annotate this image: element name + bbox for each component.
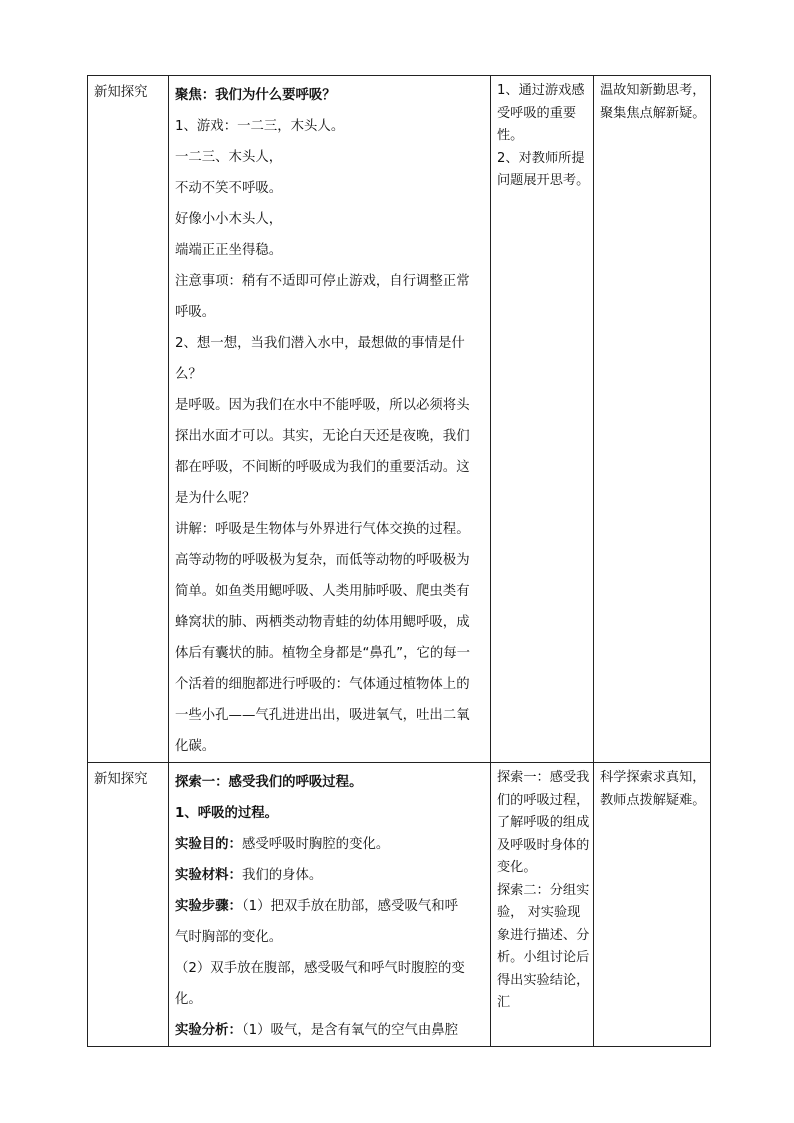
content-line-text: 好像小小木头人， [175,212,283,227]
table-row [88,763,711,1047]
content-line [175,860,485,891]
content-line [175,984,485,1015]
content-line [175,798,485,829]
content-line-text: 感受呼吸时胸腔的变化。 [241,837,390,852]
student-activity-item: 1、通过游戏感受呼吸的重要性。 [497,83,585,143]
content-line [175,266,485,297]
content-line [175,142,485,173]
design-intent-cell [594,76,711,763]
content-line-text: 是为什么呢？ [175,491,256,506]
content-line-text: 探索一：感受我们的呼吸过程。 [175,775,363,790]
content-line [175,767,485,798]
content-line [175,235,485,266]
content-line-text: 是呼吸。因为我们在水中不能呼吸，所以必须将头 [175,398,470,413]
content-line-label: 实验步骤： [175,899,242,914]
content-line-text: 简单。如鱼类用鳃呼吸、人类用肺呼吸、爬虫类有 [175,584,470,599]
content-line-text: 高等动物的呼吸极为复杂，而低等动物的呼吸极为 [175,553,470,568]
stage-cell [88,763,169,1047]
content-line-text: 一些小孔——气孔进进出出，吸进氧气，吐出二氧 [175,708,470,723]
stage-label: 新知探究 [94,85,148,100]
content-line [175,390,485,421]
content-line [175,607,485,638]
content-line [175,514,485,545]
content-line-text: 一二三、木头人， [175,150,283,165]
content-line [175,953,485,984]
teacher-activity-content [169,76,490,762]
content-line-label: 实验目的： [175,837,242,852]
stage-cell [88,76,169,763]
content-line-text: 聚焦：我们为什么要呼吸？ [175,88,336,103]
content-line [175,483,485,514]
content-line-label: 实验材料： [175,868,242,883]
content-line [175,1015,485,1046]
content-line [175,891,485,922]
stage-label: 新知探究 [94,772,148,787]
student-activity-content [491,763,593,1015]
content-line-text: 注意事项：稍有不适即可停止游戏，自行调整正常 [175,274,470,289]
content-line-text: 气时胸部的变化。 [175,930,283,945]
lesson-plan-table [87,75,711,1047]
content-line-text: 2、想一想，当我们潜入水中，最想做的事情是什 [175,336,465,351]
content-line-text: 我们的身体。 [241,868,323,883]
content-line-text: （1）吸气，是含有氧气的空气由鼻腔 [241,1023,459,1038]
design-intent-text: 科学探索求真知，教师点拨解疑难。 [600,770,706,808]
table-row [88,76,711,763]
content-line-text: 1、呼吸的过程。 [175,806,279,821]
teacher-activity-cell [169,763,491,1047]
content-line-text: 蜂窝状的肺、两栖类动物青蛙的幼体用鳃呼吸，成 [175,615,470,630]
student-activity-cell [491,763,594,1047]
content-line [175,421,485,452]
content-line-text: 都在呼吸，不间断的呼吸成为我们的重要活动。这 [175,460,470,475]
content-line-text: 端端正正坐得稳。 [175,243,283,258]
content-line-label: 实验分析： [175,1023,242,1038]
content-line [175,700,485,731]
content-line [175,173,485,204]
content-line-text: 化碳。 [175,739,216,754]
content-line-text: 个活着的细胞都进行呼吸的：气体通过植物体上的 [175,677,470,692]
teacher-activity-content [169,763,490,1046]
content-line-text: 1、游戏：一二三，木头人。 [175,119,345,134]
content-line [175,576,485,607]
student-activity-content [491,76,593,193]
content-line [175,669,485,700]
content-line-text: 讲解：呼吸是生物体与外界进行气体交换的过程。 [175,522,470,537]
student-activity-cell [491,76,594,763]
content-line [175,731,485,762]
student-activity-item: 探索二：分组实验， 对实验现象进行描述、分析。小组讨论后得出实验结论，汇 [497,882,590,1010]
content-line [175,80,485,111]
content-line [175,204,485,235]
content-line-text: 探出水面才可以。其实，无论白天还是夜晚，我们 [175,429,470,444]
content-line-text: 化。 [175,992,202,1007]
design-intent-cell [594,763,711,1047]
content-line [175,829,485,860]
content-line-text: （1）把双手放在肋部，感受吸气和呼 [241,899,459,914]
content-line-text: （2）双手放在腹部，感受吸气和呼气时腹腔的变 [175,961,465,976]
content-line [175,111,485,142]
student-activity-item: 探索一：感受我们的呼吸过程，了解呼吸的组成及呼吸时身体的变化。 [497,770,590,875]
content-line-text: 不动不笑不呼吸。 [175,181,283,196]
content-line [175,297,485,328]
content-line-text: 体后有囊状的肺。植物全身都是“鼻孔”，它的每一 [175,646,471,661]
content-line [175,638,485,669]
student-activity-item: 2、对教师所提问题展开思考。 [497,150,590,188]
content-line [175,545,485,576]
content-line-text: 呼吸。 [175,305,216,320]
design-intent-text: 温故知新勤思考，聚集焦点解新疑。 [600,83,706,121]
content-line [175,922,485,953]
content-line [175,452,485,483]
teacher-activity-cell [169,76,491,763]
content-line-text: 么？ [175,367,202,382]
content-line [175,328,485,359]
content-line [175,359,485,390]
